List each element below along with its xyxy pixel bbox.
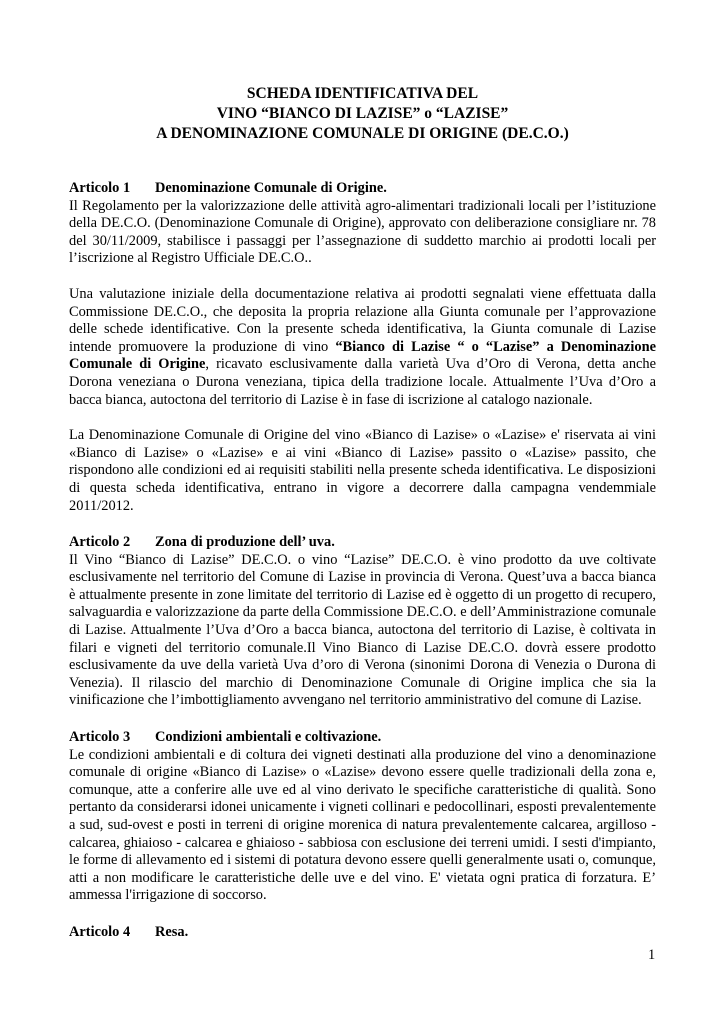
title-line-2: VINO “BIANCO DI LAZISE” o “LAZISE” <box>216 105 509 122</box>
article-1-paragraph-2-start: Una valutazione iniziale della documentazione relativa ai prodotti segnalati viene effettuata dalla Commissione DE.C.O., che deposita la propria relazione alla Giunta comunale per l’approvazione delle schede identificative. Con la presente scheda identificativa, la Giunta comunale di Lazise intende promuovere la produzione di vino <box>69 285 656 355</box>
article-2-title: Zona di produzione dell’ uva. <box>155 534 335 551</box>
article-2-paragraph-1: Il Vino “Bianco di Lazise” DE.C.O. o vino “Lazise” DE.C.O. è vino prodotto da uve coltivate esclusivamente nel territorio del Comune di Lazise in provincia di Verona. Quest’uva a bacca bianca è attualmente presente in zone limitate del territorio di Lazise ed è oggetto di un progetto di recupero, salvaguardia e valorizzazione da parte della Commissione DE.C.O. e dell’Amministrazione comunale di Lazise. Attualmente l’Uva d’Oro a bacca bianca, autoctona del territorio di Lazise, è coltivata in filari e vigneti del territorio comunale.Il Vino Bianco di Lazise DE.C.O. dovrà essere prodotto esclusivamente da uve della varietà Uva d’oro di Verona (sinonimi Dorona di Venezia o Durona di Venezia). Il rilascio del marchio di Denominazione Comunale di Origine implica che sia la vinificazione che l’imbottigliamento avvengano nel territorio amministrativo del comune di Lazise. <box>69 551 657 709</box>
article-1-paragraph-1: Il Regolamento per la valorizzazione delle attività agro-alimentari tradizionali locali per l’istituzione della DE.C.O. (Denominazione Comunale di Origine), approvato con deliberazione consigliare nr. 78 del 30/11/2009, stabilisce i passaggi per l’assegnazione di suddetto marchio ai prodotti locali per l’iscrizione al Registro Ufficiale DE.C.O.. <box>69 197 656 267</box>
article-1 <box>69 180 656 515</box>
title-line-3: A DENOMINAZIONE COMUNALE DI ORIGINE (DE.C.O.) <box>156 125 569 142</box>
article-3-paragraph-1: Le condizioni ambientali e di coltura dei vigneti destinati alla produzione del vino a denominazione comunale di origine «Bianco di Lazise» o «Lazise» devono essere quelle tradizionali della zona e, comunque, atte a conferire alle uve ed al vino derivato le specifiche caratteristiche di qualità. Sono pertanto da considerarsi idonei unicamente i vigneti collinari e pedocollinari, esposti prevalentemente a sud, sud-ovest e posti in terreni di origine morenica di natura prevalentemente calcarea, argilloso - calcarea, ghiaioso - calcarea e ghiaioso - sabbiosa con esclusione dei terreni umidi. I sesti d'impianto, le forme di allevamento ed i sistemi di potatura devono essere quelli generalmente usati o, comunque, atti a non modificare le caratteristiche delle uve e del vino. E' vietata ogni pratica di forzatura. E’ ammessa l'irrigazione di soccorso. <box>69 746 656 904</box>
article-2 <box>69 534 656 710</box>
document-page <box>69 84 656 961</box>
article-3-heading <box>69 729 656 747</box>
article-4-heading <box>69 924 656 942</box>
title-line-1: SCHEDA IDENTIFICATIVA DEL <box>246 85 479 102</box>
article-1-paragraph-3: La Denominazione Comunale di Origine del vino «Bianco di Lazise» o «Lazise» e' riservata ai vini «Bianco di Lazise» o «Lazise» e ai vini «Bianco di Lazise» passito o «Lazise» passito, che rispondono alle condizioni ed ai requisiti stabiliti nella presente scheda identificativa. Le disposizioni di questa scheda identificativa, entrano in vigore a decorrere dalla campagna vendemmiale 2011/2012. <box>69 427 656 514</box>
document-title <box>69 84 656 144</box>
article-1-paragraph-2 <box>69 286 656 409</box>
article-2-heading <box>69 534 656 552</box>
article-4-number: Articolo 4 <box>69 923 131 940</box>
article-4-title: Resa. <box>155 923 189 940</box>
article-1-title: Denominazione Comunale di Origine. <box>155 180 387 196</box>
article-3-number: Articolo 3 <box>69 729 131 746</box>
article-1-heading <box>69 180 656 198</box>
article-1-number: Articolo 1 <box>69 180 131 196</box>
page-number: 1 <box>648 947 656 963</box>
article-1-wine-name: “Bianco di Lazise “ o “Lazise” a Denominazione Comunale di Origine <box>69 338 657 373</box>
article-4 <box>69 924 656 942</box>
article-2-number: Articolo 2 <box>69 534 131 551</box>
article-3-title: Condizioni ambientali e coltivazione. <box>155 729 382 746</box>
article-3 <box>69 729 656 905</box>
article-1-paragraph-2-end: , ricavato esclusivamente dalla varietà Uva d’Oro di Verona, detta anche Dorona veneziana o Durona veneziana, tipica della tradizione locale. Attualmente l’Uva d’Oro a bacca bianca, autoctona del territorio di Lazise è in fase di iscrizione al catalogo nazionale. <box>69 356 656 408</box>
